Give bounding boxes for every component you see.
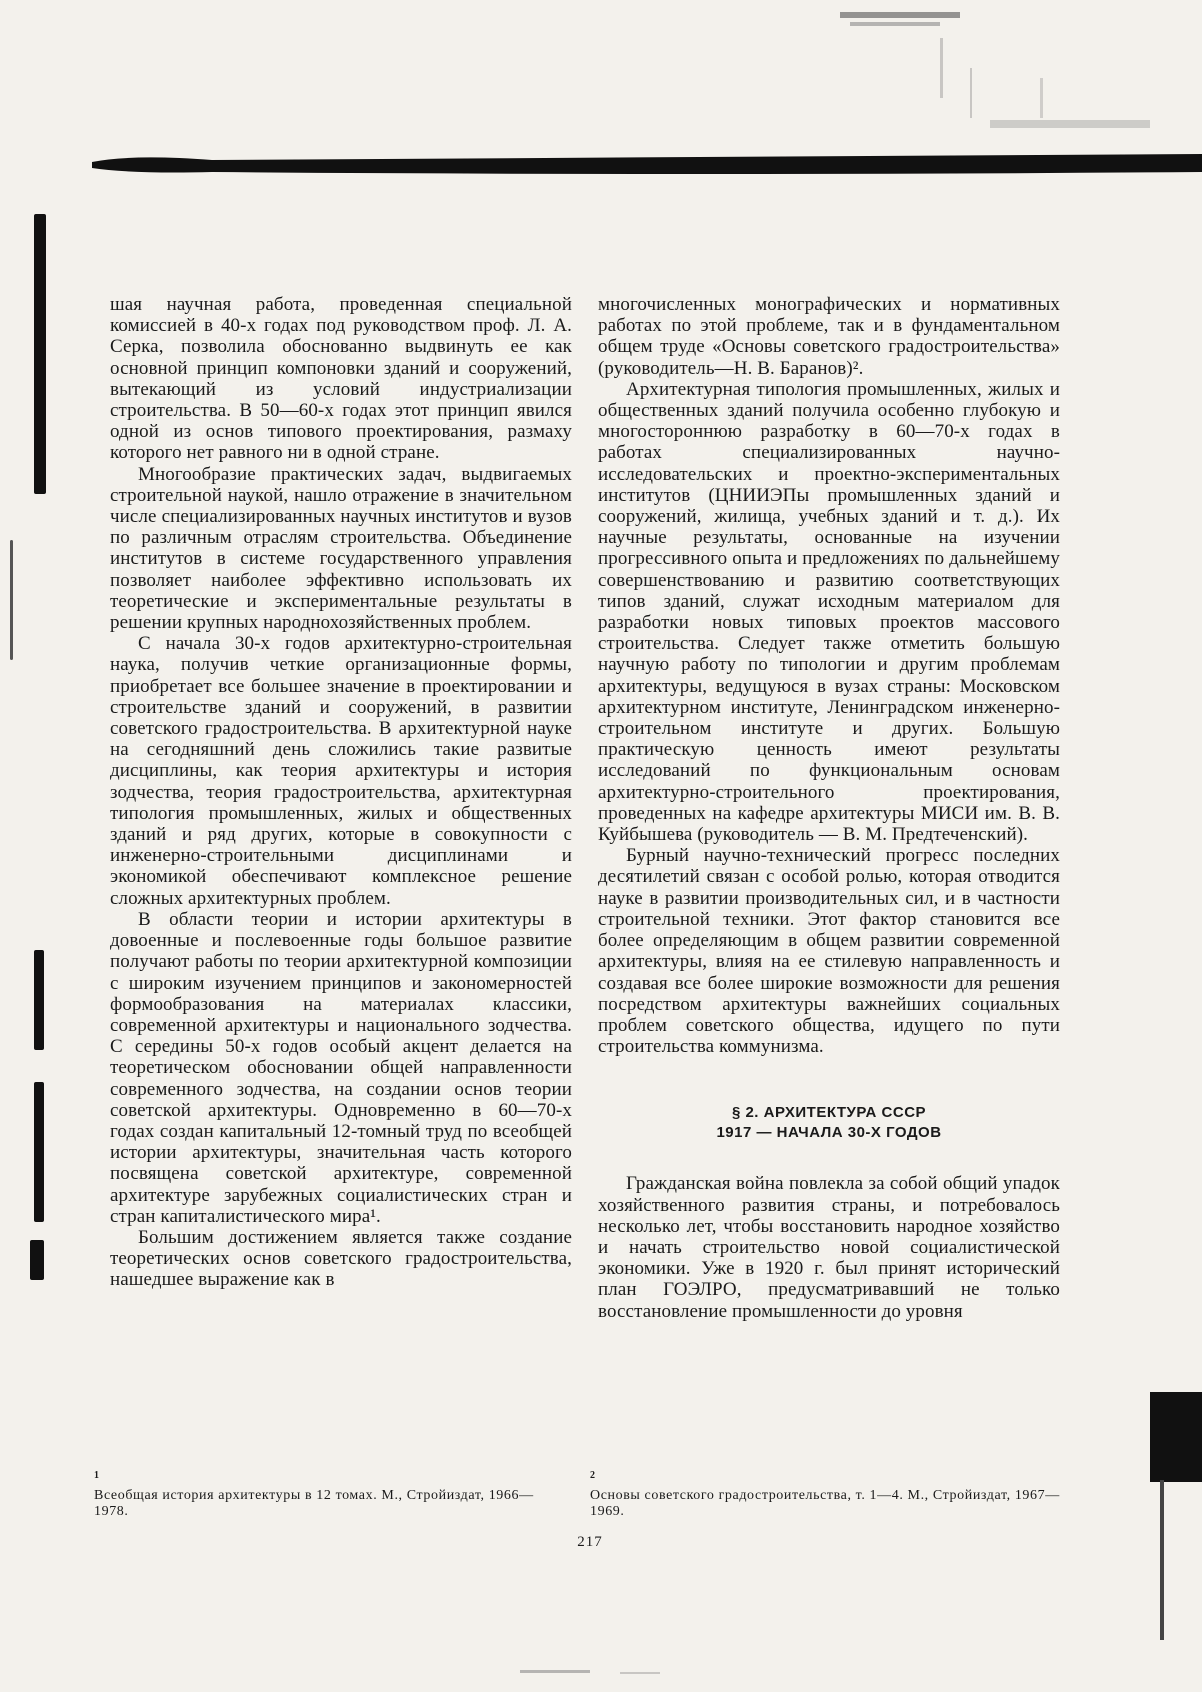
- scan-edge-mark-1: [34, 214, 46, 494]
- scan-noise-top: [840, 8, 1160, 138]
- footnote-1-mark: 1: [94, 1470, 100, 1481]
- left-paragraph-4: В области теории и истории архитектуры в довоенные и послевоенные годы большое развитие получают работы по теории архитектурной композиции с широким изучением принципов и закономерностей формообразования на материалах классики, современной архитектуры и национального зодчества. С середины 50-х годов особый акцент делается на теоретическом обосновании общей направленности современного зодчества, на создании основ теории советской архитектуры. Одновременно в 60—70-х годах создан капитальный 12-томный труд по всеобщей истории архитектуры, значительная часть которого посвящена советской архитектуре, современной архитектуре зарубежных социалистических стран и стран капиталистического мира¹.: [110, 908, 572, 1227]
- right-paragraph-3: Бурный научно-технический прогресс последних десятилетий связан с особой ролью, которая отводится науке в развитии производительных сил, и в частности строительной техники. Этот фактор становится все более определяющим в общем развитии современной архитектуры, влияя на ее стилевую направленность и создавая все более широкие возможности для решения посредством архитектуры важнейших социальных проблем советского общества, идущего по пути строительства коммунизма.: [598, 845, 1060, 1058]
- footnote-1: [94, 1468, 564, 1520]
- section-heading-line-2: 1917 — НАЧАЛА 30-Х ГОДОВ: [716, 1124, 942, 1142]
- right-paragraph-4: Гражданская война повлекла за собой общий упадок хозяйственного развития страны, и потребовалось несколько лет, чтобы восстановить народное хозяйство и начать строительство новой социалистической экономики. Уже в 1920 г. был принят исторический план ГОЭЛРО, предусматривавший не только восстановление промышленности до уровня: [598, 1173, 1060, 1322]
- footnote-1-text: Всеобщая история архитектуры в 12 томах. М., Стройиздат, 1966—1978.: [94, 1488, 534, 1519]
- left-paragraph-5: Большим достижением является также создание теоретических основ советского градостроительства, нашедшее выражение как в: [110, 1226, 572, 1291]
- left-paragraph-3: С начала 30-х годов архитектурно-строительная наука, получив четкие организационные формы, приобретает все большее значение в проектировании и строительстве зданий и сооружений, в развитии советского градостроительства. В архитектурной науке на сегодняшний день сложились такие развитые дисциплины, как теория архитектуры и история зодчества, теория градостроительства, архитектурная типология промышленных, жилых и общественных зданий и ряд других, которые в совокупности с инженерно-строительными дисциплинами и экономикой обеспечивают комплексное решение сложных архитектурных проблем.: [110, 633, 572, 909]
- left-paragraph-1: шая научная работа, проведенная специальной комиссией в 40-х годах под руководством проф. Л. А. Серка, позволила обоснованно выдвинуть ее как основной принцип компоновки зданий и сооружений, вытекающий из условий индустриализации строительства. В 50—60-х годах этот принцип явился одной из основ типового проектирования, размаху которого нет равного ни в одной стране.: [110, 294, 572, 464]
- scan-edge-mark-3: [34, 950, 44, 1050]
- scan-dark-band: [92, 150, 1202, 180]
- scan-edge-line-right: [1160, 1480, 1164, 1640]
- section-heading-line-1: § 2. АРХИТЕКТУРА СССР: [731, 1104, 927, 1122]
- scan-noise-bottom: [480, 1660, 780, 1680]
- scan-edge-mark-5: [30, 1240, 44, 1280]
- footnote-2: [590, 1468, 1060, 1520]
- left-paragraph-2: Многообразие практических задач, выдвигаемых строительной наукой, нашло отражение в значительном числе специализированных научных институтов и вузов по различным отраслям строительства. Объединение институтов в системе государственного управления позволяет наиболее эффективно использовать их теоретические и экспериментальные результаты в решении крупных народнохозяйственных проблем.: [110, 463, 572, 634]
- right-paragraph-2: Архитектурная типология промышленных, жилых и общественных зданий получила особенно глубокую и многостороннюю разработку в 60—70-х годах в работах специализированных научно-исследовательских и проектно-экспериментальных институтов (ЦНИИЭПы промышленных зданий и сооружений, жилища, учебных зданий и т. д.). Их научные результаты, основанные на изучении прогрессивного опыта и предложениях по дальнейшему совершенствованию и развитию соответствующих типов зданий, служат исходным материалом для разработки новых типовых проектов массового строительства. Следует также отметить большую научную работу по типологии и другим проблемам архитектуры, ведущуюся в вузах страны: Московском архитектурном институте, Ленинградском инженерно-строительном институте и других. Большую практическую ценность имеют результаты исследований по функциональным основам архитектурно-строительного проектирования, проведенных на кафедре архитектуры МИСИ им. В. В. Куйбышева (руководитель — В. М. Предтеченский).: [598, 378, 1060, 846]
- scan-edge-mark-right: [1150, 1392, 1202, 1482]
- footnote-2-mark: 2: [590, 1470, 596, 1481]
- page-number: 217: [577, 1534, 603, 1550]
- footnote-2-text: Основы советского градостроительства, т. 1—4. М., Стройиздат, 1967—1969.: [590, 1488, 1060, 1519]
- section-heading: [598, 1103, 1060, 1143]
- scan-edge-mark-4: [34, 1082, 44, 1222]
- right-paragraph-1: многочисленных монографических и нормативных работах по этой проблеме, так и в фундаментальном общем труде «Основы советского градостроительства» (руководитель—Н. В. Баранов)².: [598, 294, 1060, 379]
- right-column: [598, 294, 1060, 1322]
- scan-edge-mark-2: [10, 540, 13, 660]
- left-column: [110, 294, 572, 1291]
